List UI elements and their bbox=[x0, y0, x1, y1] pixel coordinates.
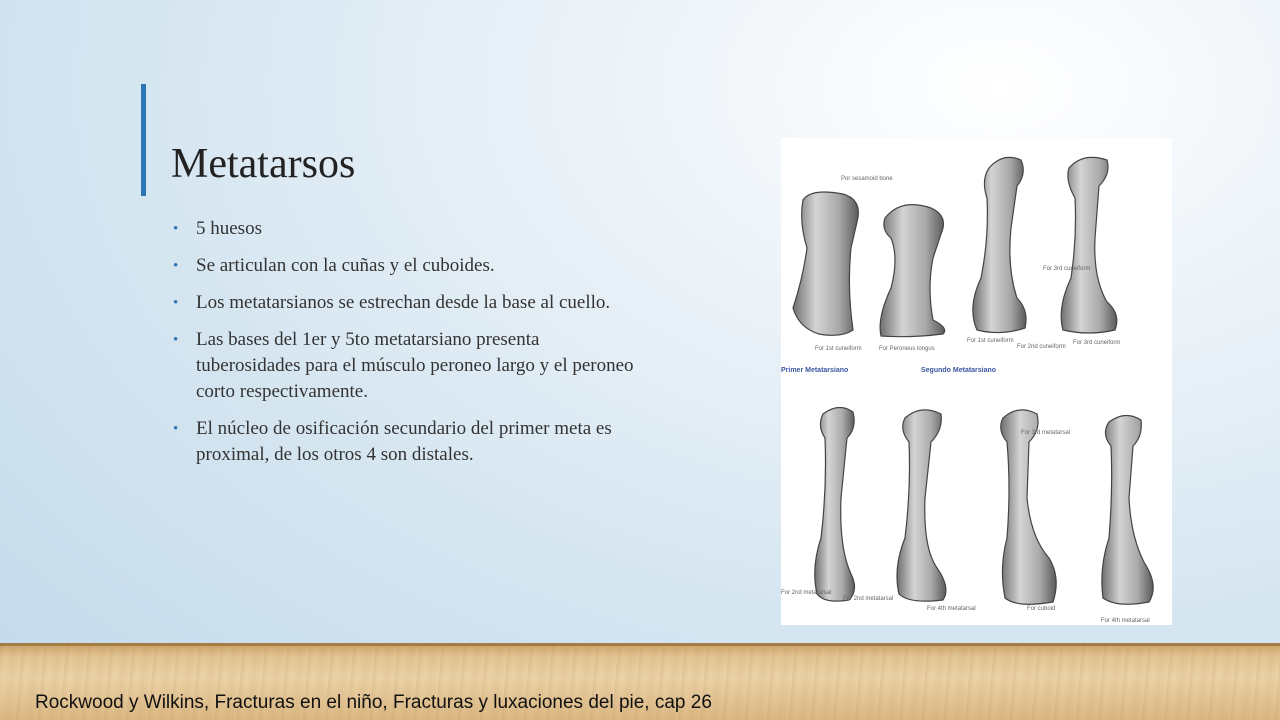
fifth-metatarsal bbox=[1102, 415, 1153, 604]
svg-text:For 2nd metatarsal: For 2nd metatarsal bbox=[843, 596, 894, 602]
bullet-item: • Se articulan con la cuñas y el cuboides. bbox=[173, 253, 643, 279]
bullet-item: • Los metatarsianos se estrechan desde la base al cuello. bbox=[173, 290, 636, 316]
second-metatarsal-a bbox=[973, 157, 1026, 332]
svg-text:For 3rd cuneiform: For 3rd cuneiform bbox=[1043, 266, 1091, 272]
svg-text:Por sesamoid bone: Por sesamoid bone bbox=[841, 176, 893, 182]
svg-text:For 1st cuneiform: For 1st cuneiform bbox=[815, 346, 862, 352]
svg-text:For 4th metatarsal: For 4th metatarsal bbox=[927, 606, 976, 612]
citation-text: Rockwood y Wilkins, Fracturas en el niño, Fracturas y luxaciones del pie, cap 26 bbox=[35, 692, 712, 713]
slide-title: Metatarsos bbox=[171, 141, 356, 187]
bones-illustration bbox=[781, 138, 1172, 625]
svg-text:For 2nd metatarsal: For 2nd metatarsal bbox=[781, 590, 832, 596]
svg-text:For 2nd cuneiform: For 2nd cuneiform bbox=[1017, 344, 1066, 350]
svg-text:For 3rd metatarsal: For 3rd metatarsal bbox=[1021, 430, 1071, 436]
third-metatarsal-b bbox=[897, 410, 946, 601]
metatarsal-bones-figure bbox=[781, 138, 1172, 625]
second-metatarsal-b bbox=[1061, 157, 1117, 333]
bullet-item: • 5 huesos bbox=[173, 216, 643, 242]
first-metatarsal-plantar bbox=[880, 205, 945, 337]
title-accent-bar bbox=[141, 84, 146, 196]
svg-text:For Peroneus longus: For Peroneus longus bbox=[879, 346, 935, 352]
figure-caption-first: Primer Metatarsiano bbox=[781, 367, 849, 374]
bullet-list bbox=[173, 216, 643, 479]
third-metatarsal-a bbox=[815, 407, 855, 601]
svg-text:For 1st cuneiform: For 1st cuneiform bbox=[967, 338, 1014, 344]
floor-edge-line bbox=[0, 643, 1280, 646]
fourth-metatarsal bbox=[1001, 410, 1056, 604]
bullet-item: • El núcleo de osificación secundario del primer meta es proximal, de los otros 4 son distales. bbox=[173, 416, 643, 468]
svg-text:For cuboid: For cuboid bbox=[1027, 606, 1056, 612]
figure-caption-second: Segundo Metatarsiano bbox=[921, 367, 997, 374]
svg-text:For 4th metatarsal: For 4th metatarsal bbox=[1101, 618, 1150, 624]
bullet-item: • Las bases del 1er y 5to metatarsiano presenta tuberosidades para el músculo peroneo largo y el peroneo corto respectivamente. bbox=[173, 327, 643, 405]
svg-text:For 3rd cuneiform: For 3rd cuneiform bbox=[1073, 340, 1121, 346]
first-metatarsal-dorsal bbox=[793, 192, 858, 335]
